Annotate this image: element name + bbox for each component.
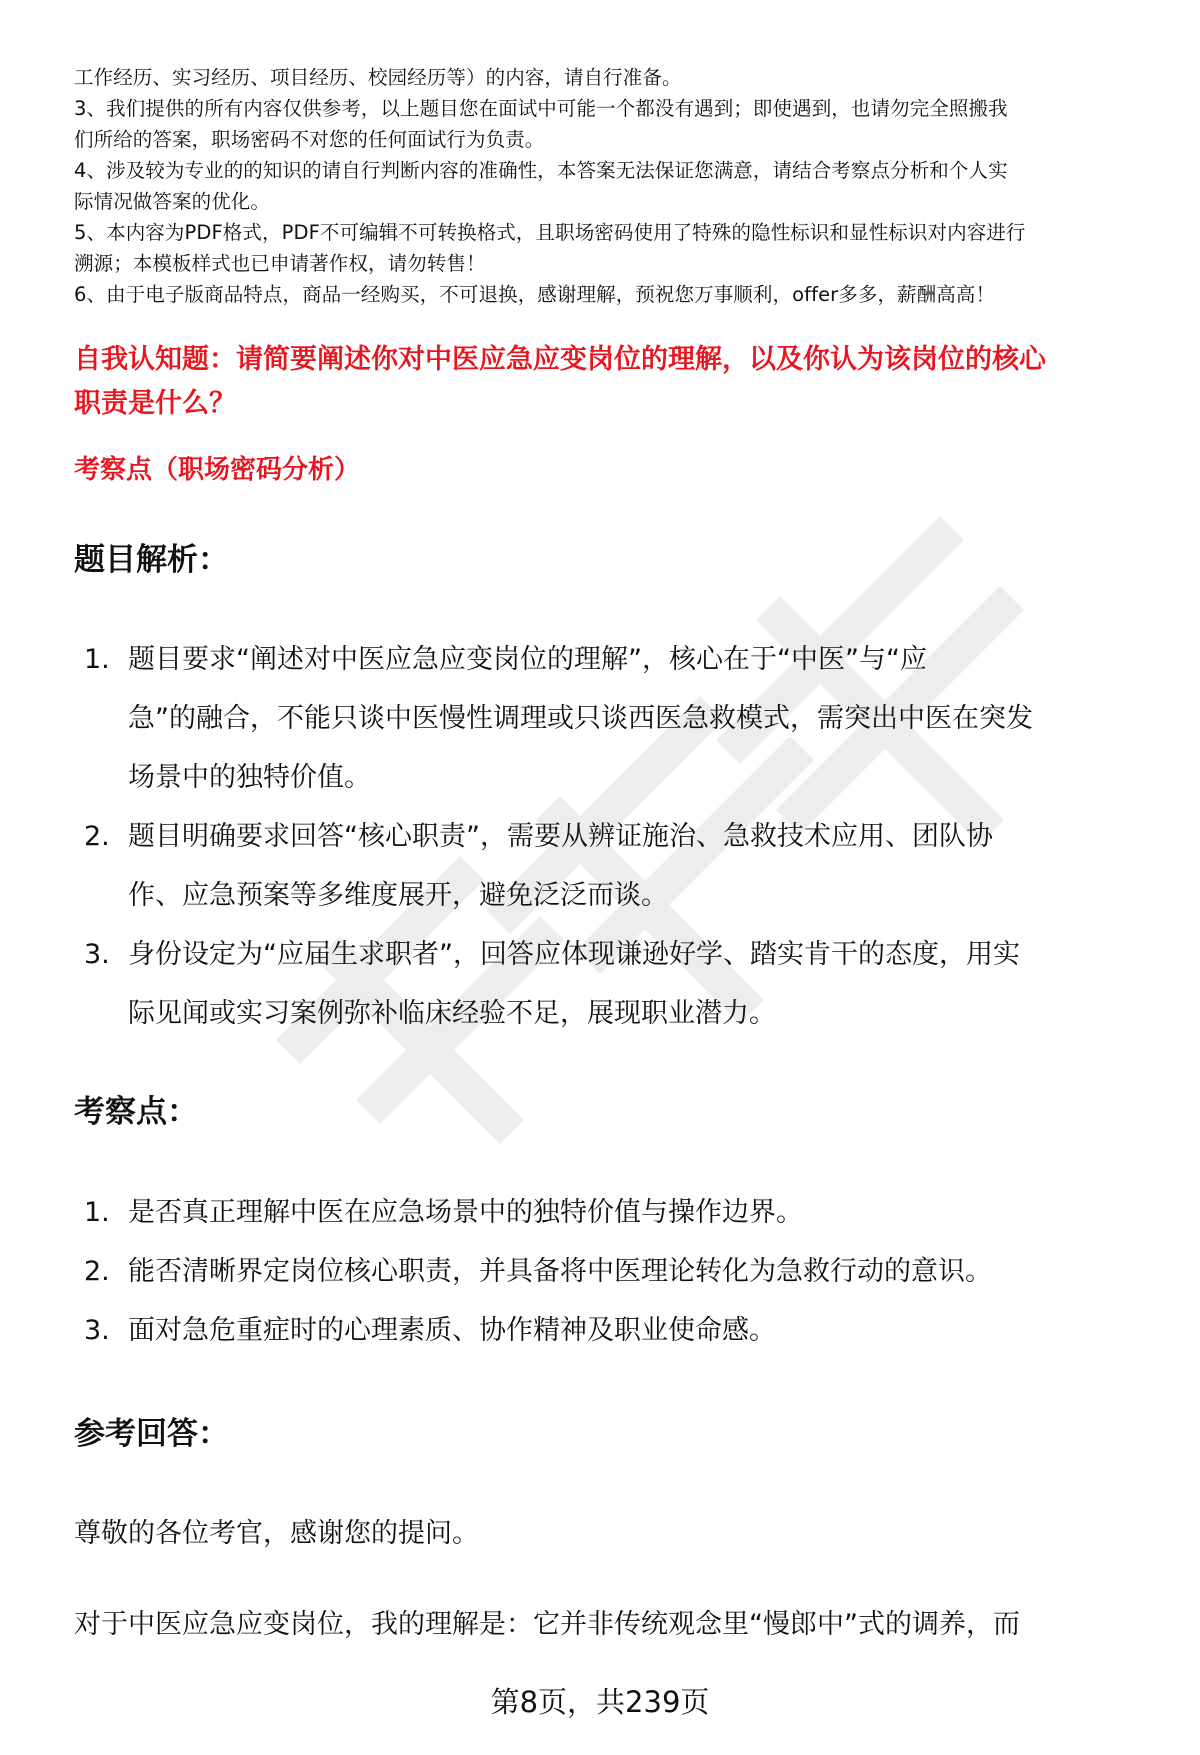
notice-line: 3、我们提供的所有内容仅供参考，以上题目您在面试中可能一个都没有遇到；即使遇到，也请勿完全照搬我 bbox=[74, 97, 1008, 120]
list-number: 1. bbox=[84, 1197, 110, 1228]
list-text: 能否清晰界定岗位核心职责，并具备将中医理论转化为急救行动的意识。 bbox=[128, 1256, 992, 1287]
list-text: 面对急危重症时的心理素质、协作精神及职业使命感。 bbox=[128, 1315, 776, 1346]
notice-line: 5、本内容为PDF格式，PDF不可编辑不可转换格式，且职场密码使用了特殊的隐性标识和显性标识对内容进行 bbox=[74, 221, 1026, 244]
list-line: 题目明确要求回答“核心职责”，需要从辨证施治、急救技术应用、团队协 bbox=[128, 821, 993, 852]
notice-line: 4、涉及较为专业的的知识的请自行判断内容的准确性，本答案无法保证您满意，请结合考察点分析和个人实 bbox=[74, 159, 1008, 182]
analysis-heading: 题目解析： bbox=[74, 542, 229, 578]
list-text: 是否真正理解中医在应急场景中的独特价值与操作边界。 bbox=[128, 1197, 803, 1228]
question-title bbox=[74, 338, 1154, 426]
reference-greeting: 尊敬的各位考官，感谢您的提问。 bbox=[74, 1518, 479, 1549]
list-item bbox=[74, 807, 1164, 925]
list-number: 3. bbox=[84, 1315, 110, 1346]
reference-heading: 参考回答： bbox=[74, 1416, 229, 1452]
list-line: 题目要求“阐述对中医应急应变岗位的理解”，核心在于“中医”与“应 bbox=[128, 644, 927, 675]
list-item bbox=[74, 1242, 1164, 1301]
list-line: 身份设定为“应届生求职者”，回答应体现谦逊好学、踏实肯干的态度，用实 bbox=[128, 939, 1020, 970]
question-line: 职责是什么？ bbox=[74, 388, 236, 419]
page-number: 第8页，共239页 bbox=[490, 1685, 710, 1719]
notice-line: 际情况做答案的优化。 bbox=[74, 190, 271, 213]
analysis-list bbox=[74, 630, 1164, 1043]
list-number: 1. bbox=[84, 644, 110, 675]
list-line: 作、应急预案等多维度展开，避免泛泛而谈。 bbox=[128, 880, 668, 911]
reference-paragraph: 对于中医应急应变岗位，我的理解是：它并非传统观念里“慢郎中”式的调养，而 bbox=[74, 1609, 1020, 1640]
notice-block bbox=[74, 62, 1154, 310]
exam-points-list bbox=[74, 1183, 1164, 1360]
list-number: 2. bbox=[84, 821, 110, 852]
notice-line: 们所给的答案，职场密码不对您的任何面试行为负责。 bbox=[74, 128, 545, 151]
notice-line: 6、由于电子版商品特点，商品一经购买，不可退换，感谢理解，预祝您万事顺利，offer多多，薪酬高高！ bbox=[74, 283, 996, 306]
list-line: 急”的融合，不能只谈中医慢性调理或只谈西医急救模式，需突出中医在突发 bbox=[128, 703, 1033, 734]
list-number: 3. bbox=[84, 939, 110, 970]
notice-line: 溯源；本模板样式也已申请著作权，请勿转售！ bbox=[74, 252, 486, 275]
list-line: 场景中的独特价值。 bbox=[128, 762, 371, 793]
notice-line: 工作经历、实习经历、项目经历、校园经历等）的内容，请自行准备。 bbox=[74, 66, 682, 89]
list-item bbox=[74, 630, 1164, 807]
list-item bbox=[74, 925, 1164, 1043]
list-number: 2. bbox=[84, 1256, 110, 1287]
list-item bbox=[74, 1301, 1164, 1360]
list-item bbox=[74, 1183, 1164, 1242]
question-line: 自我认知题：请简要阐述你对中医应急应变岗位的理解，以及你认为该岗位的核心 bbox=[74, 344, 1046, 375]
exam-point-label: 考察点（职场密码分析） bbox=[74, 455, 361, 485]
list-line: 际见闻或实习案例弥补临床经验不足，展现职业潜力。 bbox=[128, 998, 776, 1029]
exam-points-heading: 考察点： bbox=[74, 1094, 198, 1130]
